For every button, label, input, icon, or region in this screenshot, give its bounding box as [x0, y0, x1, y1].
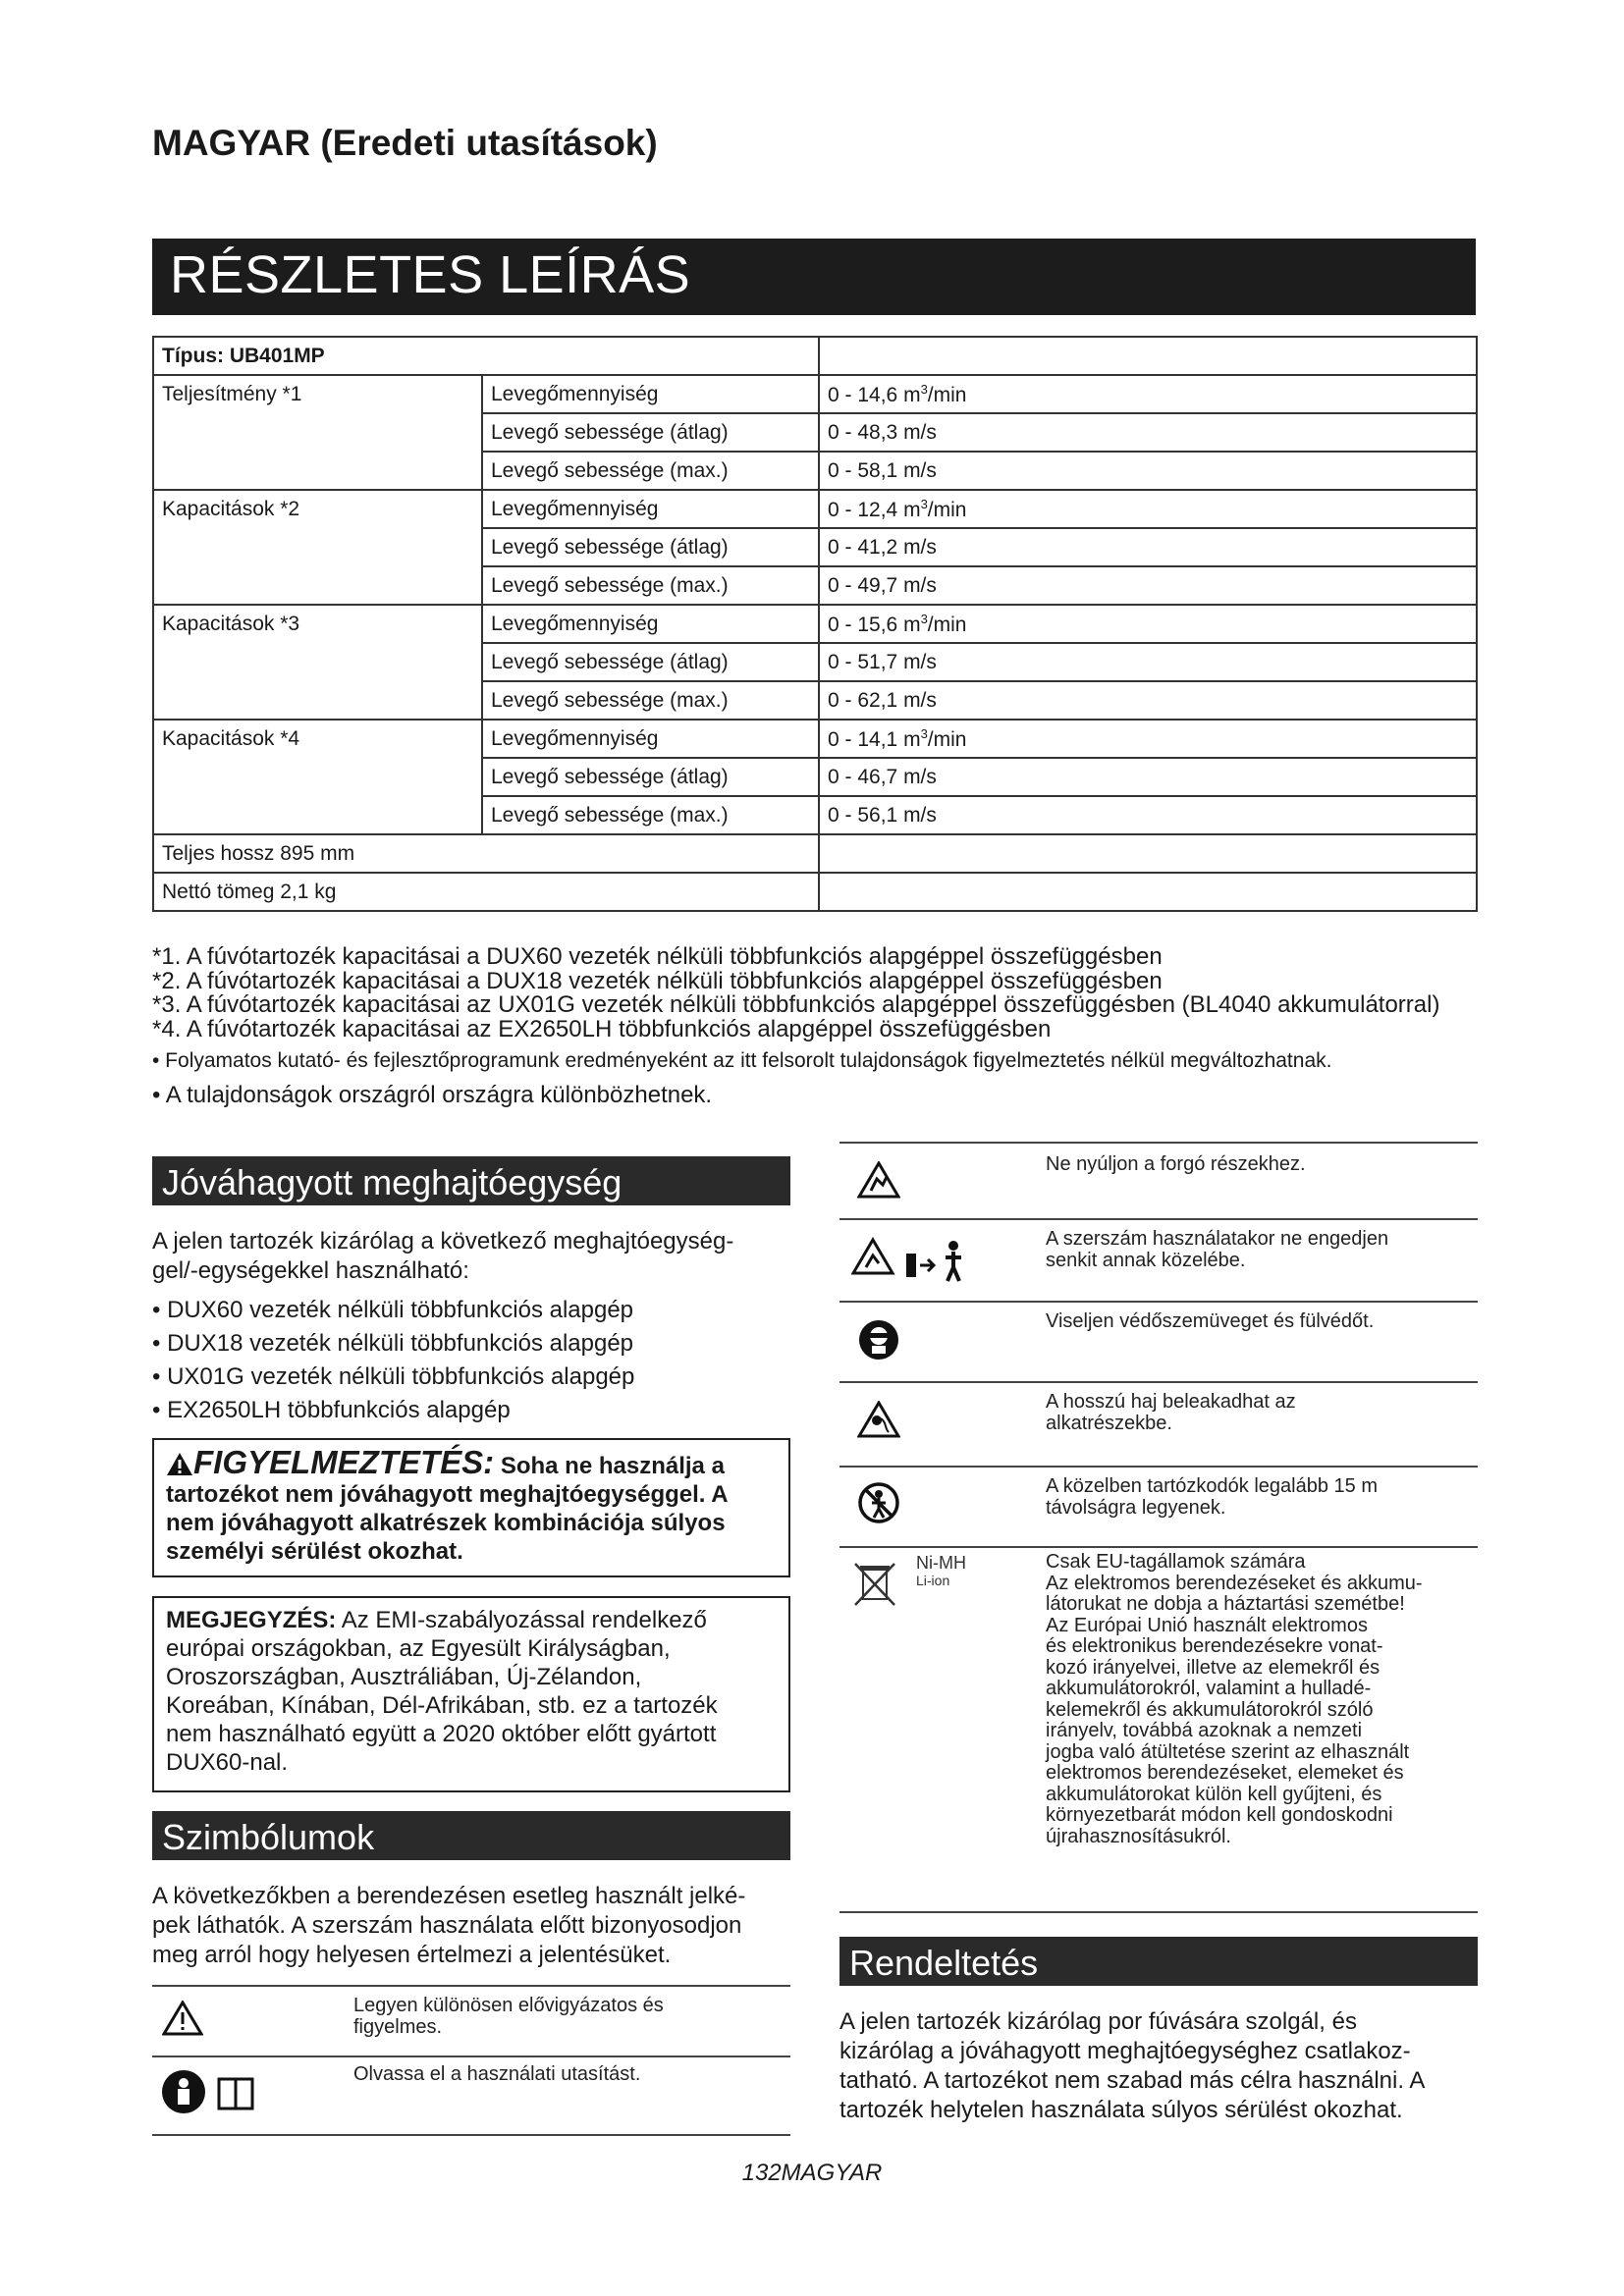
list-item: • EX2650LH többfunkciós alapgép — [152, 1397, 511, 1423]
symbol-text: figyelmes. — [353, 2016, 443, 2038]
footnote: *3. A fúvótartozék kapacitásai az UX01G vezeték nélküli többfunkciós alapgéppel összefüggésben (BL4040 akkumulátorral) — [152, 991, 1440, 1018]
battery-label: Ni-MH — [916, 1553, 966, 1573]
paragraph-line: tartozék helytelen használata súlyos sérülést okozhat. — [839, 2097, 1403, 2123]
warning-icon — [166, 1452, 193, 1476]
eye-ear-protection-icon — [857, 1318, 900, 1362]
spec-value — [819, 490, 1477, 528]
spec-value — [819, 375, 1477, 413]
table-row — [153, 413, 1477, 452]
spec-label — [153, 452, 482, 490]
paragraph-line: A jelen tartozék kizárólag por fúvására szolgál, és — [839, 2008, 1357, 2035]
spec-name: Levegőmennyiség — [482, 720, 819, 758]
spec-name: Levegő sebessége (átlag) — [482, 758, 819, 796]
spec-label: Kapacitások *2 — [153, 490, 482, 528]
spec-value-text: 0 - 12,4 m — [828, 498, 921, 521]
symbol-text: elektromos berendezéseket, elemeket és — [1046, 1762, 1404, 1784]
symbol-text: Ne nyúljon a forgó részekhez. — [1046, 1153, 1306, 1175]
symbol-text: környezetbarát módon kell gondoskodni — [1046, 1804, 1393, 1826]
intro-line: pek láthatók. A szerszám használata előtt bizonyosodjon — [152, 1912, 742, 1939]
spec-label: Kapacitások *4 — [153, 720, 482, 758]
table-row — [153, 375, 1477, 413]
spec-value — [819, 796, 1477, 834]
spec-name: Levegő sebessége (max.) — [482, 796, 819, 834]
weee-title: Csak EU-tagállamok számára — [1046, 1551, 1306, 1573]
spec-label: Teljesítmény *1 — [153, 375, 482, 413]
symbol-text: kozó irányelvei, illetve az elemekről és — [1046, 1656, 1380, 1679]
table-row — [153, 337, 1477, 375]
note-text: Oroszországban, Ausztráliában, Új-Zélandon, — [166, 1664, 642, 1690]
note-text: európai országokban, az Egyesült Királyságban, — [166, 1635, 671, 1662]
weee-bin-icon — [853, 1560, 896, 1609]
spec-name: Levegő sebessége (max.) — [482, 452, 819, 490]
symbol-text: újrahasznosításukról. — [1046, 1825, 1231, 1847]
spec-name: Levegő sebessége (átlag) — [482, 643, 819, 681]
paragraph-line: tatható. A tartozékot nem szabad más célra használni. A — [839, 2067, 1426, 2094]
spec-name: Levegőmennyiség — [482, 375, 819, 413]
battery-type-labels — [916, 1554, 966, 1589]
note-label: MEGJEGYZÉS: — [166, 1607, 337, 1633]
symbol-row — [839, 1144, 1478, 1220]
symbol-text: alkatrészekbe. — [1046, 1413, 1172, 1434]
warning-text: nem jóváhagyott alkatrészek kombinációja súlyos — [166, 1510, 726, 1536]
list-item: • UX01G vezeték nélküli többfunkciós alapgép — [152, 1363, 635, 1390]
spec-label — [153, 643, 482, 681]
footnote: *4. A fúvótartozék kapacitásai az EX2650LH többfunkciós alapgéppel összefüggésben — [152, 1015, 1052, 1042]
spec-value-text: 0 - 48,3 m/s — [828, 420, 937, 444]
footnotes — [152, 945, 1439, 1107]
intro-line: A következőkben a berendezésen esetleg használt jelké- — [152, 1883, 746, 1909]
symbol-text: Olvassa el a használati utasítást. — [353, 2063, 641, 2085]
symbol-text: A szerszám használatakor ne engedjen — [1046, 1228, 1389, 1250]
table-row — [153, 490, 1477, 528]
symbol-text: Legyen különösen elővigyázatos és — [353, 1995, 664, 2016]
list-item: • DUX18 vezeték nélküli többfunkciós alapgép — [152, 1330, 634, 1357]
spec-unit: /min — [927, 613, 967, 636]
page-number: 132MAGYAR — [741, 2160, 883, 2186]
warning-text: személyi sérülést okozhat. — [166, 1538, 463, 1565]
spec-unit: /min — [927, 498, 967, 521]
spec-value-text: 0 - 14,6 m — [828, 383, 921, 406]
table-row — [153, 873, 1477, 911]
spec-unit-exponent: 3 — [920, 381, 928, 397]
symbol-row — [152, 2057, 790, 2136]
battery-label: Li-ion — [916, 1573, 950, 1588]
approved-intro — [152, 1227, 733, 1286]
symbol-text: senkit annak közelébe. — [1046, 1250, 1246, 1271]
symbol-text: és elektronikus berendezésekre vonat- — [1046, 1635, 1383, 1657]
spec-unit-exponent: 3 — [920, 496, 928, 511]
spec-label — [153, 413, 482, 452]
symbol-text: távolságra legyenek. — [1046, 1497, 1226, 1519]
spec-type: Típus: UB401MP — [153, 337, 819, 375]
symbol-text: látorukat ne dobja a háztartási szemétbe! — [1046, 1593, 1405, 1615]
table-row — [153, 758, 1477, 796]
approved-heading: Jóváhagyott meghajtóegység — [152, 1156, 790, 1205]
spec-value-text: 0 - 51,7 m/s — [828, 650, 937, 673]
symbol-row — [839, 1548, 1478, 1913]
spec-unit: /min — [927, 727, 967, 751]
spec-value — [819, 605, 1477, 643]
warning-text: tartozékot nem jóváhagyott meghajtóegységgel. A — [166, 1481, 729, 1508]
symbols-intro — [152, 1882, 745, 1970]
long-hair-warning-icon — [857, 1401, 900, 1438]
spec-name: Levegőmennyiség — [482, 605, 819, 643]
table-row — [153, 528, 1477, 566]
spec-value-text: 0 - 49,7 m/s — [828, 573, 937, 597]
spec-value-text: 0 - 56,1 m/s — [828, 803, 937, 827]
note-line: • A tulajdonságok országról országra különbözhetnek. — [152, 1081, 713, 1108]
intro-line: gel/-egységekkel használható: — [152, 1257, 469, 1284]
spec-value — [819, 452, 1477, 490]
symbol-text: Viseljen védőszemüveget és fülvédőt. — [1046, 1310, 1375, 1332]
keep-bystanders-away-icon — [851, 1236, 979, 1285]
spec-value — [819, 681, 1477, 720]
note-text: Koreában, Kínában, Dél-Afrikában, stb. ez a tartozék — [166, 1692, 718, 1719]
symbol-text: Az elektromos berendezéseket és akkumu- — [1046, 1572, 1423, 1594]
approved-list — [152, 1294, 634, 1427]
spec-name: Levegő sebessége (max.) — [482, 681, 819, 720]
note-line: • Folyamatos kutató- és fejlesztőprogramunk eredményeként az itt felsorolt tulajdonságok figyelmeztetés nélkül megváltozhatnak. — [152, 1049, 1332, 1072]
page-title: RÉSZLETES LEÍRÁS — [152, 239, 1476, 315]
spec-value — [819, 566, 1477, 605]
intended-use-heading: Rendeltetés — [839, 1937, 1478, 1986]
table-row — [153, 643, 1477, 681]
spec-weight: Nettó tömeg 2,1 kg — [153, 873, 819, 911]
symbol-row — [839, 1383, 1478, 1468]
read-manual-icon — [160, 2067, 258, 2116]
spec-value-text: 0 - 15,6 m — [828, 613, 921, 636]
spec-label — [153, 528, 482, 566]
table-row — [153, 566, 1477, 605]
note-box — [152, 1596, 790, 1792]
symbol-row — [839, 1220, 1478, 1303]
intro-line: meg arról hogy helyesen értelmezi a jelentésüket. — [152, 1942, 672, 1968]
intro-line: A jelen tartozék kizárólag a következő meghajtóegység- — [152, 1228, 734, 1255]
note-text: DUX60-nal. — [166, 1749, 289, 1776]
spec-value-text: 0 - 58,1 m/s — [828, 458, 937, 482]
spec-label — [153, 566, 482, 605]
caution-icon — [162, 2001, 203, 2036]
spec-value-text: 0 - 41,2 m/s — [828, 535, 937, 559]
symbols-heading: Szimbólumok — [152, 1811, 790, 1860]
spec-value — [819, 720, 1477, 758]
symbol-text: Az Európai Unió használt elektromos — [1046, 1614, 1368, 1636]
symbol-row — [152, 1987, 790, 2057]
symbol-text: A közelben tartózkodók legalább 15 m — [1046, 1475, 1378, 1497]
spec-unit: /min — [927, 383, 967, 406]
symbol-text: A hosszú haj beleakadhat az — [1046, 1391, 1296, 1413]
spec-name: Levegőmennyiség — [482, 490, 819, 528]
no-bystanders-icon — [857, 1481, 900, 1524]
table-row — [153, 796, 1477, 834]
spec-value — [819, 643, 1477, 681]
spec-value — [819, 758, 1477, 796]
paragraph-line: kizárólag a jóváhagyott meghajtóegységhez csatlakoz- — [839, 2038, 1411, 2064]
intended-use-text — [839, 2007, 1425, 2125]
spec-length: Teljes hossz 895 mm — [153, 834, 819, 873]
spec-value — [819, 413, 1477, 452]
spec-unit-exponent: 3 — [920, 611, 928, 626]
note-text: nem használható együtt a 2020 október előtt gyártott — [166, 1721, 717, 1747]
symbol-row — [839, 1303, 1478, 1383]
table-row — [153, 452, 1477, 490]
spec-label — [153, 758, 482, 796]
table-row — [153, 720, 1477, 758]
symbol-text: jogba való átültetése szerint az elhasznált — [1046, 1740, 1410, 1763]
footnote: *1. A fúvótartozék kapacitásai a DUX60 vezeték nélküli többfunkciós alapgéppel összefüggésben — [152, 943, 1163, 970]
symbol-text: kelemekről és akkumulátorokról szóló — [1046, 1698, 1374, 1721]
spec-label — [153, 681, 482, 720]
spec-name: Levegő sebessége (átlag) — [482, 528, 819, 566]
rotating-parts-warning-icon — [857, 1161, 900, 1199]
spec-label: Kapacitások *3 — [153, 605, 482, 643]
spec-label — [153, 796, 482, 834]
warning-label: FIGYELMEZTETÉS: — [193, 1444, 495, 1480]
footnote: *2. A fúvótartozék kapacitásai a DUX18 vezeték nélküli többfunkciós alapgéppel összefüggésben — [152, 967, 1163, 994]
table-row — [153, 834, 1477, 873]
warning-text: Soha ne használja a — [494, 1453, 725, 1479]
symbol-text: akkumulátorokról, valamint a hulladé- — [1046, 1678, 1372, 1699]
symbol-text: akkumulátorokat külön kell gyűjteni, és — [1046, 1783, 1382, 1805]
symbol-text: irányelv, továbbá azoknak a nemzeti — [1046, 1720, 1363, 1741]
symbol-row — [839, 1468, 1478, 1548]
spec-value-text: 0 - 14,1 m — [828, 727, 921, 751]
spec-name: Levegő sebessége (átlag) — [482, 413, 819, 452]
list-item: • DUX60 vezeték nélküli többfunkciós alapgép — [152, 1297, 634, 1323]
warning-box — [152, 1438, 790, 1577]
spec-name: Levegő sebessége (max.) — [482, 566, 819, 605]
table-row — [153, 681, 1477, 720]
spec-value — [819, 528, 1477, 566]
page-language-heading: MAGYAR (Eredeti utasítások) — [152, 123, 658, 163]
spec-value-text: 0 - 46,7 m/s — [828, 765, 937, 788]
note-text: Az EMI-szabályozással rendelkező — [336, 1607, 707, 1633]
spec-value-text: 0 - 62,1 m/s — [828, 688, 937, 712]
spec-unit-exponent: 3 — [920, 725, 928, 741]
table-row — [153, 605, 1477, 643]
spec-table — [152, 336, 1478, 912]
